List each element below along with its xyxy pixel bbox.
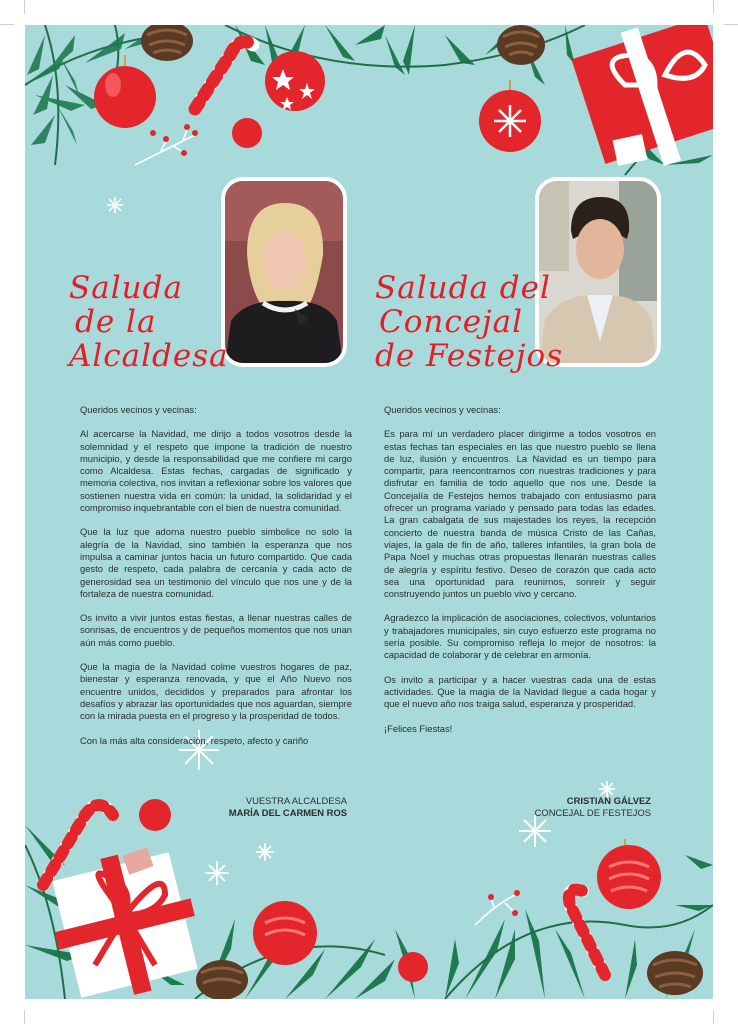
snowflake-icon bbox=[107, 197, 123, 213]
gift-box-icon bbox=[52, 847, 197, 998]
candy-cane-icon bbox=[569, 890, 605, 975]
page-panel bbox=[25, 25, 713, 999]
letter-paragraph: Con la más alta consideración, respeto, afecto y cariño bbox=[80, 734, 309, 746]
snowflake-icon bbox=[256, 843, 274, 861]
ornament-ball-icon bbox=[139, 799, 171, 831]
letter-paragraph: Os invito a participar y a hacer vuestras cada una de estas actividades. Que la magia de la Navidad llegue a cada hogar y que el nuevo año nos traiga salud, esperanza y prosperidad. bbox=[384, 673, 656, 710]
pinecone-icon bbox=[141, 25, 193, 61]
berry-sprig-icon bbox=[475, 895, 515, 925]
letter-greeting: Queridos vecinos y vecinas: bbox=[384, 404, 501, 415]
signature-role: VUESTRA ALCALDESA bbox=[245, 795, 347, 806]
crop-mark bbox=[713, 0, 714, 14]
mayor-letter bbox=[80, 404, 352, 759]
snowflake-icon bbox=[205, 861, 229, 885]
crop-mark bbox=[724, 24, 738, 25]
mayor-greeting-title bbox=[69, 271, 229, 373]
councillor-greeting-title bbox=[375, 271, 563, 373]
mayor-portrait bbox=[225, 181, 343, 363]
gift-box-icon bbox=[571, 25, 713, 166]
crop-mark bbox=[24, 0, 25, 14]
pinecone-icon bbox=[497, 25, 545, 65]
letter-paragraph: Os invito a vivir juntos estas fiestas, a llenar nuestras calles de sonrisas, de encuentros y de pequeños momentos que nos unan aún más como pueblo. bbox=[80, 612, 352, 648]
letter-paragraph: Que la magia de la Navidad colme vuestros hogares de paz, bienestar y esperanza renovada, y que el Año Nuevo nos encuentre unidos, decididos y preparados para afrontar los desafíos y abrazar las oportunidades que nos aguardan, siempre con la mirada puesta en el progreso y la prosperidad de todos. bbox=[80, 661, 352, 722]
letter-paragraph: Que la luz que adorna nuestro pueblo simbolice no solo la alegría de la Navidad, sino también la esperanza que nos impulsa a caminar juntos hacia un futuro compartido. Que cada gesto de respeto, cada palabra de cercanía y cada acto de generosidad sea un testimonio del vínculo que nos une y de la fortaleza de nuestra comunidad. bbox=[80, 526, 352, 599]
letter-paragraph: Es para mí un verdadero placer dirigirme a todos vosotros en estas fechas tan especiales en las que nuestro pueblo se llena de luz, ilusión y encuentros. La Navidad es un tiempo para compartir, para reencontrarnos con nuestras tradiciones y para disfrutar en familia de todo aquello que nos une. Desde la Concejalía de Festejos hemos trabajado con entusiasmo para ofrecer un programa variado y pensado para todas las edades. La gran cabalgata de sus majestades los reyes, la recepción concierto de nuestra banda de música Cristo de las Cañas, viajes, la gala de fin de año, talleres infantiles, la gran bola de Papa Noel y muchas otras propuestas llenarán nuestras calles de alegría y espíritu festivo. Deseo de corazón que cada acto sea una oportunidad para reunirnos, sonreír y seguir construyendo juntos un pueblo vivo y cercano. bbox=[384, 428, 656, 600]
letter-paragraph: ¡Felices Fiestas! bbox=[384, 722, 453, 734]
candy-cane-icon bbox=[195, 42, 253, 109]
title-line: de Festejos bbox=[375, 338, 564, 374]
signature-role: CONCEJAL DE FESTEJOS bbox=[534, 807, 651, 819]
ornament-ball-icon bbox=[597, 839, 661, 909]
letter-paragraph: Al acercarse la Navidad, me dirijo a todos vosotros desde la solemnidad y el respeto que impone la tradición de nuestro municipio, y desde la responsabilidad que me confiere mi cargo como Alcaldesa. Estas fechas, cargadas de significado y memoria colectiva, nos invitan a reflexionar sobre los valores que sostienen nuestra vida en común: la unidad, la solidaridad y el compromiso inquebrantable con el bien de nuestra comunidad. bbox=[80, 428, 352, 514]
title-line: Saluda del bbox=[375, 270, 551, 306]
crop-mark bbox=[24, 1010, 25, 1024]
letter-paragraph: Agradezco la implicación de asociaciones, colectivos, voluntarios y trabajadores municipales, sin cuyo esfuerzo este programa no sería posible. Su compromiso refleja lo mejor de nosotros: la capacidad de colaborar y de celebrar en armonía. bbox=[384, 612, 656, 661]
crop-mark bbox=[0, 24, 14, 25]
councillor-signature bbox=[535, 795, 651, 820]
signature-name: MARÍA DEL CARMEN ROS bbox=[228, 807, 347, 819]
ornament-ball-icon bbox=[479, 80, 541, 152]
ornament-ball-icon bbox=[398, 952, 428, 982]
pinecone-icon bbox=[647, 951, 703, 995]
crop-mark bbox=[713, 1010, 714, 1024]
ornament-ball-icon bbox=[94, 55, 156, 128]
mayor-photo bbox=[221, 177, 347, 367]
councillor-letter bbox=[384, 404, 656, 747]
signature-name: CRISTIAN GÁLVEZ bbox=[566, 795, 651, 806]
title-line: Concejal bbox=[379, 304, 524, 340]
letter-greeting: Queridos vecinos y vecinas: bbox=[80, 404, 197, 415]
ornament-ball-icon bbox=[265, 51, 325, 111]
title-line: Saluda bbox=[69, 270, 183, 306]
title-line: de la bbox=[75, 304, 157, 340]
mayor-signature bbox=[229, 795, 347, 820]
pinecone-icon bbox=[196, 960, 248, 999]
ornament-ball-icon bbox=[232, 118, 262, 148]
berry-sprig-icon bbox=[135, 129, 195, 165]
snowflake-icon bbox=[519, 815, 551, 847]
title-line: Alcaldesa bbox=[69, 338, 229, 374]
ornament-ball-icon bbox=[253, 901, 317, 965]
